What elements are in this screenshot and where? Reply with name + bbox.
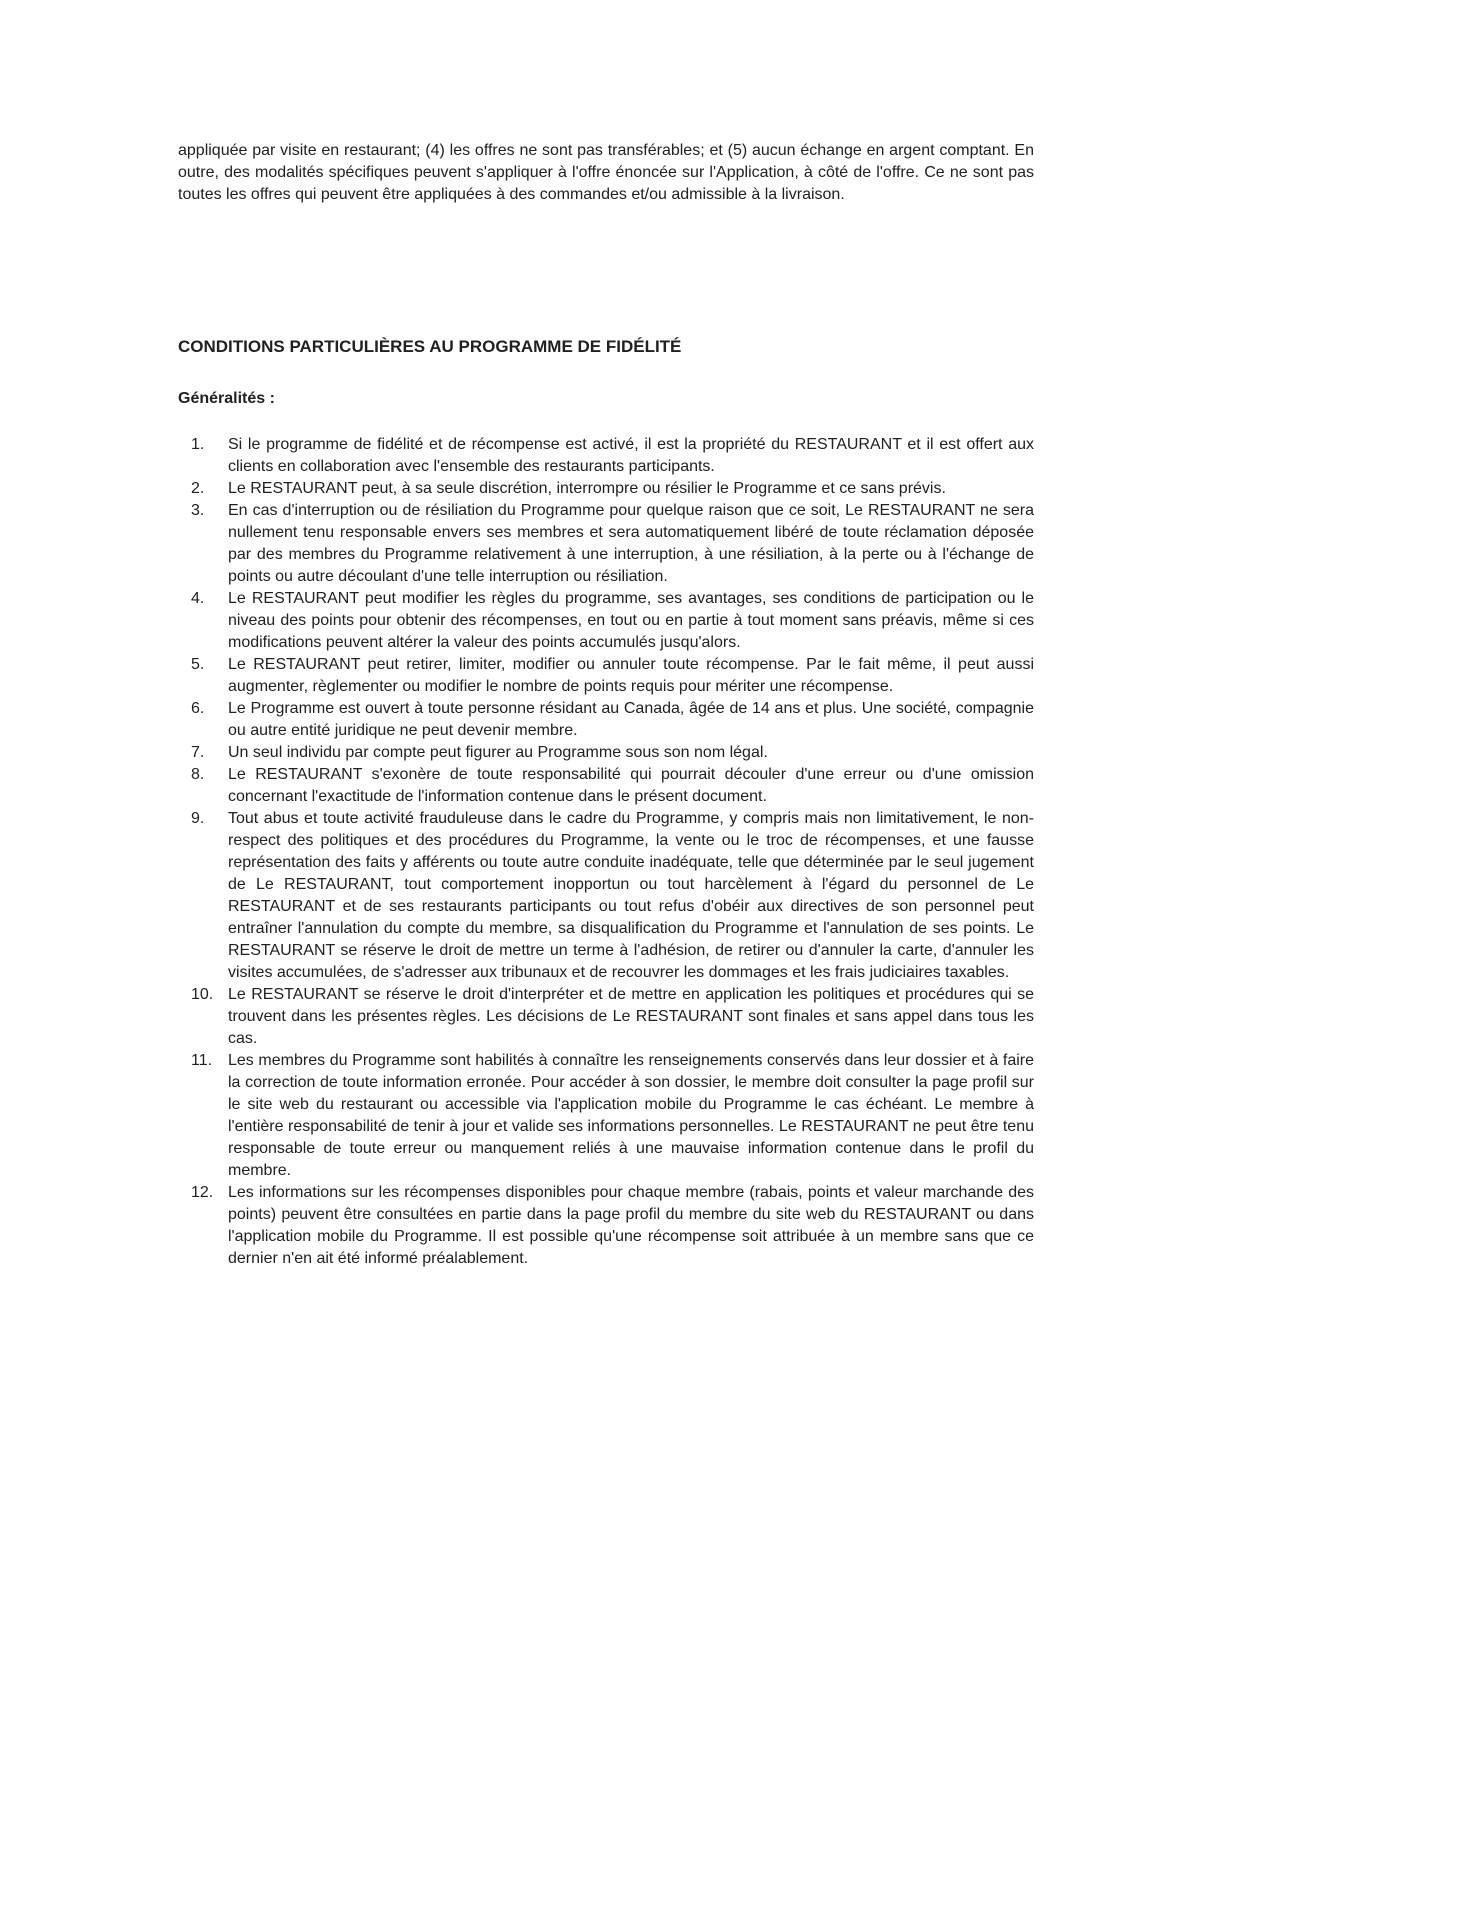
list-item-number: 7.	[191, 744, 205, 761]
list-item	[178, 654, 1034, 698]
list-item-text: Le RESTAURANT peut, à sa seule discrétion, interrompre ou résilier le Programme et ce sans prévis.	[228, 480, 946, 497]
list-item-text: Le RESTAURANT peut retirer, limiter, modifier ou annuler toute récompense. Par le fait même, il peut aussi augmenter, règlementer ou modifier le nombre de points requis pour mériter une récompense.	[228, 656, 1034, 695]
list-item-number: 10.	[191, 986, 214, 1003]
list-item-text: Si le programme de fidélité et de récompense est activé, il est la propriété du RESTAURANT et il est offert aux clients en collaboration avec l'ensemble des restaurants participants.	[228, 436, 1034, 475]
list-item-text: Le Programme est ouvert à toute personne résidant au Canada, âgée de 14 ans et plus. Une société, compagnie ou autre entité juridique ne peut devenir membre.	[228, 700, 1034, 739]
list-item	[178, 588, 1034, 654]
list-item-number: 4.	[191, 590, 205, 607]
list-item	[178, 500, 1034, 588]
list-item	[178, 742, 1034, 764]
list-item-number: 5.	[191, 656, 205, 673]
list-item-text: Tout abus et toute activité frauduleuse dans le cadre du Programme, y compris mais non limitativement, le non-respect des politiques et des procédures du Programme, la vente ou le troc de récompenses, et une fausse représentation des faits y afférents ou toute autre conduite inadéquate, telle que déterminée par le seul jugement de Le RESTAURANT, tout comportement inopportun ou tout harcèlement à l'égard du personnel de Le RESTAURANT et de ses restaurants participants ou tout refus d'obéir aux directives de son personnel peut entraîner l'annulation du compte du membre, sa disqualification du Programme et l'annulation de ses points. Le RESTAURANT se réserve le droit de mettre un terme à l'adhésion, de retirer ou d'annuler la carte, d'annuler les visites accumulées, de s'adresser aux tribunaux et de recouvrer les dommages et les frais judiciaires taxables.	[228, 810, 1034, 981]
list-item	[178, 478, 1034, 500]
section-heading: CONDITIONS PARTICULIÈRES AU PROGRAMME DE FIDÉLITÉ	[178, 337, 682, 356]
list-item-text: Un seul individu par compte peut figurer au Programme sous son nom légal.	[228, 744, 768, 761]
list-item	[178, 808, 1034, 984]
list-item	[178, 434, 1034, 478]
list-item-number: 11.	[191, 1052, 213, 1069]
list-item-number: 6.	[191, 700, 205, 717]
intro-paragraph: appliquée par visite en restaurant; (4) les offres ne sont pas transférables; et (5) aucun échange en argent comptant. En outre, des modalités spécifiques peuvent s'appliquer à l'offre énoncée sur l'Application, à côté de l'offre. Ce ne sont pas toutes les offres qui peuvent être appliquées à des commandes et/ou admissible à la livraison.	[178, 142, 1034, 203]
document-content	[178, 140, 1034, 1270]
list-item	[178, 984, 1034, 1050]
list-item-text: Le RESTAURANT se réserve le droit d'interpréter et de mettre en application les politiques et procédures qui se trouvent dans les présentes règles. Les décisions de Le RESTAURANT sont finales et sans appel dans tous les cas.	[228, 986, 1034, 1047]
list-item-text: Le RESTAURANT peut modifier les règles du programme, ses avantages, ses conditions de participation ou le niveau des points pour obtenir des récompenses, en tout ou en partie à tout moment sans préavis, même si ces modifications peuvent altérer la valeur des points accumulés jusqu'alors.	[228, 590, 1034, 651]
list-item-text: En cas d'interruption ou de résiliation du Programme pour quelque raison que ce soit, Le RESTAURANT ne sera nullement tenu responsable envers ses membres et sera automatiquement libéré de toute réclamation déposée par des membres du Programme relativement à une interruption, à une résiliation, à la perte ou à l'échange de points ou autre découlant d'une telle interruption ou résiliation.	[228, 502, 1034, 585]
list-item	[178, 1050, 1034, 1182]
list-item	[178, 764, 1034, 808]
list-item	[178, 698, 1034, 742]
list-item-text: Les informations sur les récompenses disponibles pour chaque membre (rabais, points et valeur marchande des points) peuvent être consultées en partie dans la page profil du membre du site web du RESTAURANT ou dans l'application mobile du Programme. Il est possible qu'une récompense soit attribuée à un membre sans que ce dernier n'en ait été informé préalablement.	[228, 1184, 1034, 1267]
list-item	[178, 1182, 1034, 1270]
list-item-text: Les membres du Programme sont habilités à connaître les renseignements conservés dans leur dossier et à faire la correction de toute information erronée. Pour accéder à son dossier, le membre doit consulter la page profil sur le site web du restaurant ou accessible via l'application mobile du Programme le cas échéant. Le membre à l'entière responsabilité de tenir à jour et valide ses informations personnelles. Le RESTAURANT ne peut être tenu responsable de toute erreur ou manquement reliés à une mauvaise information contenue dans le profil du membre.	[228, 1052, 1034, 1179]
list-item-number: 3.	[191, 502, 205, 519]
subsection-heading: Généralités :	[178, 390, 275, 407]
general-terms-list	[178, 434, 1034, 1270]
list-item-number: 12.	[191, 1184, 214, 1201]
list-item-number: 2.	[191, 480, 205, 497]
list-item-number: 8.	[191, 766, 205, 783]
list-item-text: Le RESTAURANT s'exonère de toute responsabilité qui pourrait découler d'une erreur ou d'une omission concernant l'exactitude de l'information contenue dans le présent document.	[228, 766, 1034, 805]
list-item-number: 9.	[191, 810, 205, 827]
list-item-number: 1.	[191, 436, 205, 453]
